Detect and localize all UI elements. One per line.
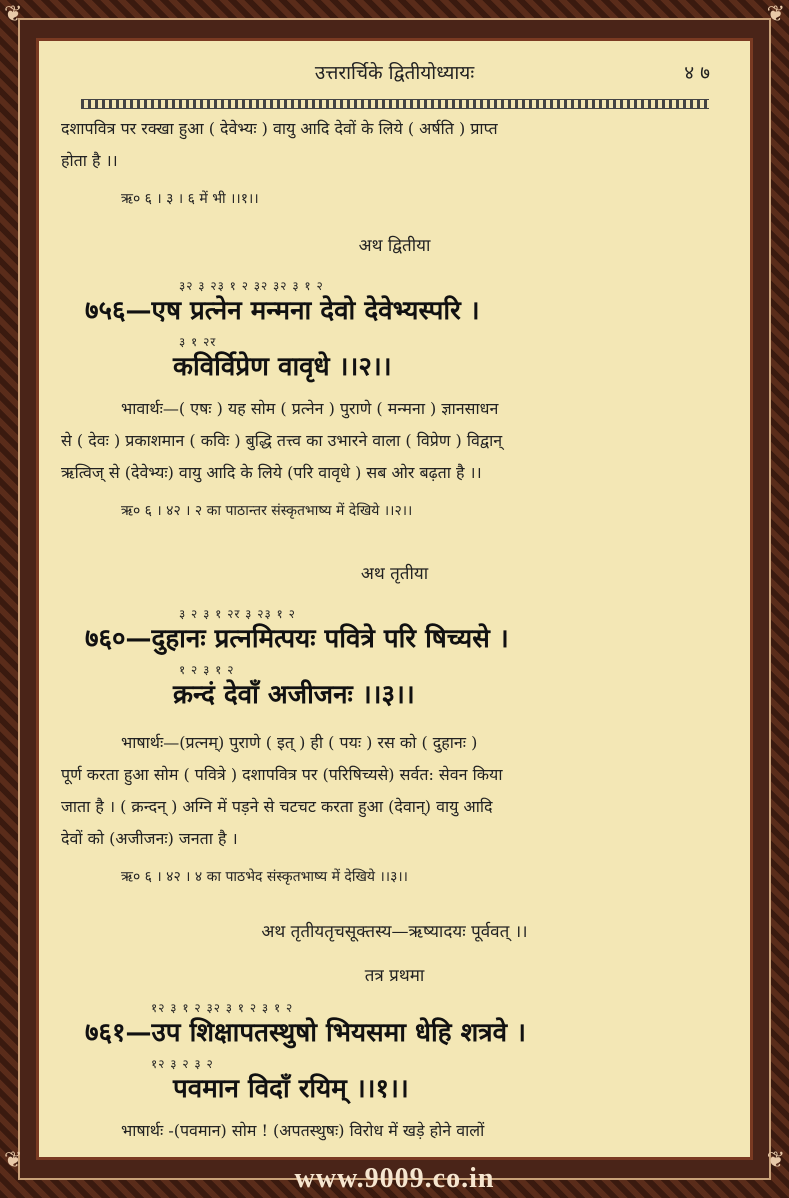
corner-ornament-icon: ❦ [766,1148,785,1173]
sukta-heading: अथ तृतीयतृचसूक्तस्य—ऋष्यादयः पूर्ववत् ।। [261,922,528,942]
verse-761: ७६१—उप शिक्षापतस्थुषो भियसमा धेहि शत्रवे । [85,1018,527,1048]
accent-marks: ३ १ २र [179,335,217,349]
verse-760-line2: क्रन्दं देवाँ अजीजनः ।।३।। [173,680,415,710]
reference-line: ऋ० ६ । ४२ । २ का पाठान्तर संस्कृतभाष्य में देखिये ।।२।। [121,503,413,519]
text-line: देवों को (अजीजनः) जनता है । [61,829,238,848]
verse-761-line2: पवमान विदाँ रयिम् ।।१।। [173,1074,409,1104]
text-line: भावार्थः—( एषः ) यह सोम ( प्रत्नेन ) पुराणे ( मन्मना ) ज्ञानसाधन [121,399,499,418]
text-line: जाता है । ( क्रन्दन् ) अग्नि में पड़ने से चटचट करता हुआ (देवान्) वायु आदि [61,797,493,816]
header-divider [81,99,709,109]
page-header [39,59,750,89]
verse-759-line2: कविर्विप्रेण वावृधे ।।२।। [173,352,392,382]
chapter-title: उत्तरार्चिके द्वितीयोध्यायः [314,62,475,84]
text-line: दशापवित्र पर रक्खा हुआ ( देवेभ्यः ) वायु आदि देवों के लिये ( अर्षति ) प्राप्त [61,119,498,138]
section-heading: तत्र प्रथमा [364,966,425,986]
footer-bar [0,1162,789,1198]
text-line: से ( देवः ) प्रकाशमान ( कविः ) बुद्धि तत्त्व का उभारने वाला ( विप्रेण ) विद्वान् [61,431,503,450]
text-line: भाषार्थः -(पवमान) सोम ! (अपतस्थुषः) विरोध में खड़े होने वालों [121,1121,485,1140]
reference-line: ऋ० ६ । ४२ । ४ का पाठभेद संस्कृतभाष्य में देखिये ।।३।। [121,869,408,885]
text-line: ऋत्विज् से (देवेभ्यः) वायु आदि के लिये (परि वावृधे ) सब ओर बढ़ता है ।। [61,463,482,482]
corner-ornament-icon: ❦ [4,1148,23,1173]
text-line: होता है ।। [61,151,118,170]
corner-ornament-icon: ❦ [766,2,785,27]
text-line: पूर्ण करता हुआ सोम ( पवित्रे ) दशापवित्र पर (परिषिच्यसे) सर्वत: सेवन किया [61,765,503,784]
verse-760: ७६०—दुहानः प्रत्नमित्पयः पवित्रे परि षिच्यसे । [85,624,509,654]
section-heading: अथ द्वितीया [358,236,431,256]
verse-759: ७५६—एष प्रत्नेन मन्मना देवो देवेभ्यस्परि । [85,296,480,326]
website-link[interactable]: www.9009.co.in [294,1163,495,1194]
section-heading: अथ तृतीया [360,564,429,584]
book-page [36,38,753,1160]
corner-ornament-icon: ❦ [4,2,23,27]
accent-marks: ३२ ३ २३ १ २ ३२ ३२ ३ १ २ [179,279,324,293]
reference-line: ऋ० ६ । ३ । ६ में भी ।।१।। [121,191,259,207]
accent-marks: १२ ३ १ २ ३२ ३ १ २ ३ १ २ [151,1001,294,1015]
accent-marks: १२ ३ २ ३ २ [151,1057,214,1071]
accent-marks: ३ २ ३ १ २र ३ २३ १ २ [179,607,296,621]
accent-marks: १ २ ३ १ २ [179,663,235,677]
page-number: ४ ७ [684,62,710,84]
text-line: भाषार्थः—(प्रत्नम्) पुराणे ( इत् ) ही ( पयः ) रस को ( दुहानः ) [121,733,478,752]
